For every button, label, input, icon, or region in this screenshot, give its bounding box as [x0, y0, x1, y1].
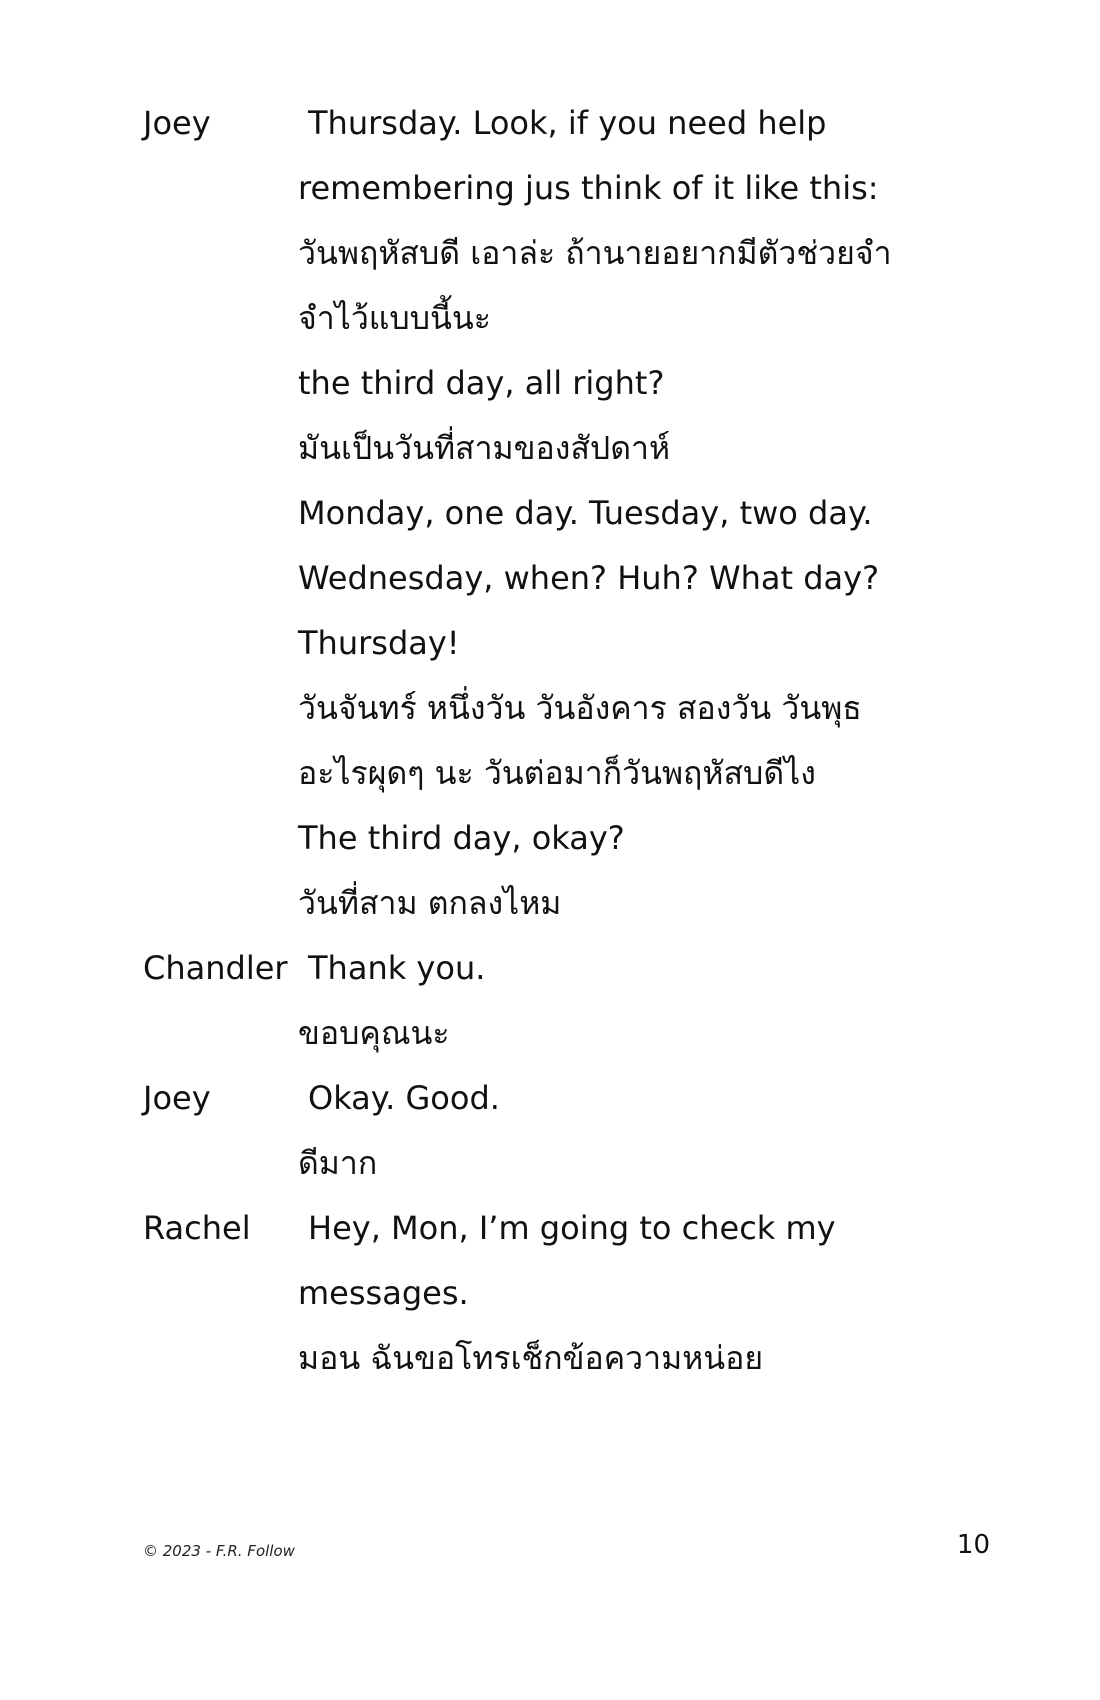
dialogue-line-thai: วันจันทร์ หนึ่งวัน วันอังคาร สองวัน วันพุธ	[298, 689, 862, 727]
dialogue-line: remembering jus think of it like this:	[298, 169, 879, 207]
dialogue-line: Thank you.	[308, 949, 486, 987]
dialogue-line-thai: วันพฤหัสบดี เอาล่ะ ถ้านายอยากมีตัวช่วยจำ	[298, 234, 892, 272]
dialogue-line: Thursday. Look, if you need help	[308, 104, 827, 142]
dialogue-line-thai: จำไว้แบบนี้นะ	[298, 299, 491, 337]
dialogue-line: messages.	[298, 1274, 469, 1312]
dialogue-line: Thursday!	[298, 624, 460, 662]
speaker-chandler: Chandler	[143, 949, 288, 987]
dialogue-line-thai: มอน ฉันขอโทรเช็กข้อความหน่อย	[298, 1339, 764, 1377]
dialogue-line-thai: ขอบคุณนะ	[298, 1014, 450, 1052]
dialogue-line: Wednesday, when? Huh? What day?	[298, 559, 880, 597]
dialogue-line: Monday, one day. Tuesday, two day.	[298, 494, 873, 532]
speaker-joey: Joey	[143, 104, 211, 142]
dialogue-line: Hey, Mon, I’m going to check my	[308, 1209, 836, 1247]
page-number: 10	[956, 1530, 990, 1560]
copyright-footer: © 2023 - F.R. Follow	[143, 1542, 295, 1560]
speaker-rachel: Rachel	[143, 1209, 251, 1247]
dialogue-line-thai: วันที่สาม ตกลงไหม	[298, 884, 562, 922]
dialogue-line: Okay. Good.	[308, 1079, 500, 1117]
dialogue-line: the third day, all right?	[298, 364, 665, 402]
dialogue-line-thai: มันเป็นวันที่สามของสัปดาห์	[298, 429, 671, 467]
dialogue-line: The third day, okay?	[298, 819, 625, 857]
dialogue-line-thai: อะไรผุดๆ นะ วันต่อมาก็วันพฤหัสบดีไง	[298, 754, 816, 792]
dialogue-line-thai: ดีมาก	[298, 1144, 378, 1182]
speaker-joey: Joey	[143, 1079, 211, 1117]
